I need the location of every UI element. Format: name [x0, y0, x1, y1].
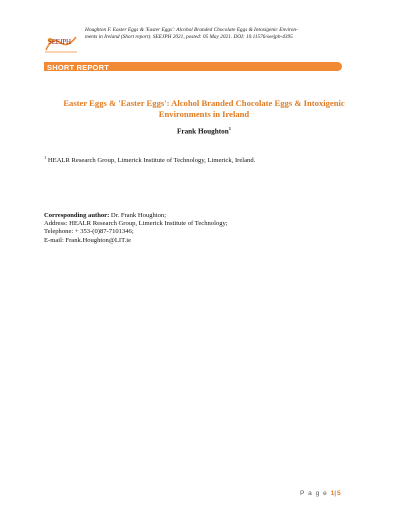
header-citation	[85, 27, 385, 41]
corresponding-author-value: Dr. Frank Houghton;	[109, 212, 167, 219]
article-title	[44, 98, 364, 120]
affiliation-superscript: 1	[44, 155, 47, 160]
affiliation-text: HEALR Research Group, Limerick Institute of Technology, Limerick, Ireland.	[47, 157, 256, 165]
page-number: 1	[330, 490, 335, 497]
contact-address: Address: HEALR Research Group, Limerick Institute of Technology;	[44, 220, 228, 228]
journal-logo	[44, 34, 78, 53]
section-banner-label: SHORT REPORT	[47, 62, 109, 72]
page-header	[44, 27, 364, 53]
journal-logo-text: SEEJPH	[48, 38, 71, 46]
article-title-line-2: Environments in Ireland	[158, 109, 250, 119]
page-separator: |	[334, 490, 338, 497]
author-superscript: 1	[228, 126, 231, 131]
article-title-line-1: Easter Eggs & 'Easter Eggs': Alcohol Branded Chocolate Eggs & Intoxigenic	[63, 98, 345, 108]
header-citation-line-2: ments in Ireland (Short report). SEEJPH 2021, posted: 05 May 2021. DOI: 10.11576/seejph-4395	[85, 34, 293, 41]
header-citation-line-1: Houghton F. Easter Eggs & 'Easter Eggs': Alcohol Branded Chocolate Eggs & Intoxigenic Environ-	[85, 27, 298, 33]
section-banner	[44, 62, 342, 71]
affiliation	[44, 155, 364, 164]
corresponding-author	[44, 212, 364, 220]
author-line	[44, 126, 364, 135]
contact-telephone: Telephone: + 353-(0)87-7101346;	[44, 228, 134, 236]
page-footer	[300, 490, 341, 497]
contact-email[interactable]: E-mail: Frank.Houghton@LIT.ie	[44, 236, 132, 244]
page-word: P a g e	[300, 490, 328, 497]
page-total: 5	[337, 490, 341, 497]
corresponding-author-label: Corresponding author:	[44, 212, 110, 219]
contact-block	[44, 212, 364, 245]
author-name: Frank Houghton	[177, 127, 229, 136]
